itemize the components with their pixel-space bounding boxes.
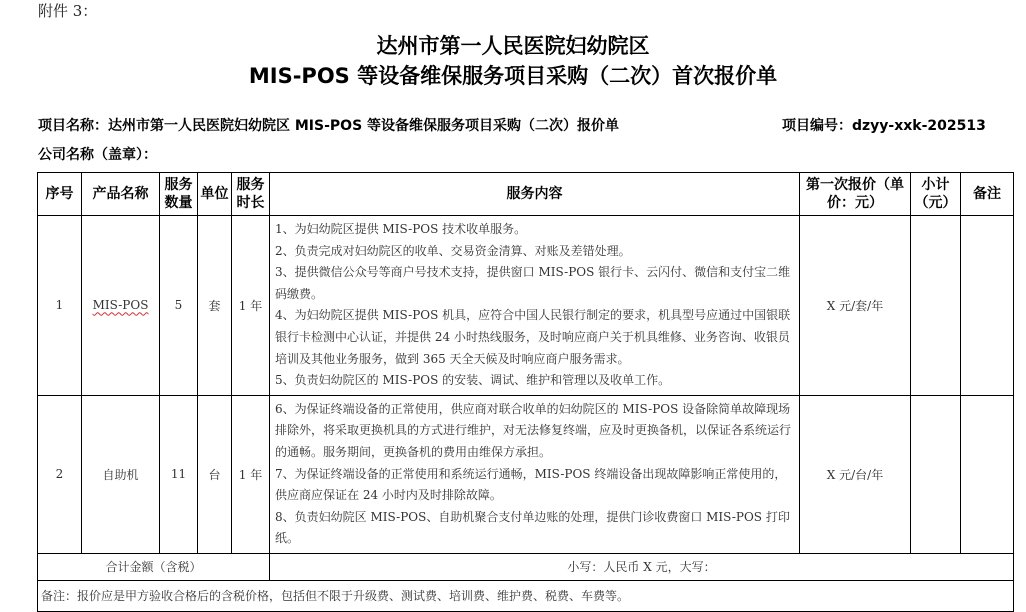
header-price: 第一次报价（单价：元） (800, 173, 911, 216)
note: 备注：报价应是甲方验收合格后的含税价格，包括但不限于升级费、测试费、培训费、维护费、税费、车费等。 (38, 580, 1014, 611)
row-price: X 元/台/年 (800, 395, 911, 553)
content-item: 3、提供微信公众号等商户号技术支持，提供窗口 MIS-POS 银行卡、云闪付、微信和支付宝二维码缴费。 (275, 265, 791, 301)
row-subtotal (911, 395, 961, 553)
header-remark: 备注 (961, 173, 1014, 216)
row-duration: 1 年 (232, 395, 270, 553)
row-qty: 5 (160, 216, 198, 396)
row-content (270, 395, 800, 553)
total-row (38, 553, 1014, 580)
total-value: 小写：人民币 X 元，大写： (270, 553, 1014, 580)
row-duration: 1 年 (232, 216, 270, 396)
row-price: X 元/套/年 (800, 216, 911, 396)
total-label: 合计金额（含税） (38, 553, 270, 580)
table-header-row (38, 173, 1014, 216)
header-qty: 服务数量 (160, 173, 198, 216)
project-code: 项目编号：dzyy-xxk-202513 (782, 118, 986, 134)
content-item: 2、负责完成对妇幼院区的收单、交易资金清算、对账及差错处理。 (275, 243, 631, 258)
header-content: 服务内容 (270, 173, 800, 216)
note-row (38, 580, 1014, 611)
row-unit: 台 (198, 395, 232, 553)
content-item: 8、负责妇幼院区 MIS-POS、自助机聚合支付单边账的处理，提供门诊收费窗口 MIS-POS 打印纸。 (275, 509, 790, 546)
header-unit: 单位 (198, 173, 232, 216)
content-item: 6、为保证终端设备的正常使用，供应商对联合收单的妇幼院区的 MIS-POS 设备除简单故障现场排除外，将采取更换机具的方式进行维护，对无法修复终端，应及时更换备机，以保证各系统运行的通畅。服务期间，更换备机的费用由维保方承担。 (275, 401, 792, 459)
content-item: 7、为保证终端设备的正常使用和系统运行通畅，MIS-POS 终端设备出现故障影响正常使用的，供应商应保证在 24 小时内及时排除故障。 (275, 466, 787, 503)
row-content (270, 216, 800, 396)
row-remark (961, 216, 1014, 396)
content-item: 1、为妇幼院区提供 MIS-POS 技术收单服务。 (275, 222, 527, 236)
company-name: 公司名称（盖章）： (38, 147, 157, 163)
row-product-text: MIS-POS (92, 298, 149, 313)
row-subtotal (911, 216, 961, 396)
project-name: 项目名称：达州市第一人民医院妇幼院区 MIS-POS 等设备维保服务项目采购（二次）报价单 (38, 118, 620, 134)
header-seq: 序号 (38, 173, 82, 216)
row-qty: 11 (160, 395, 198, 553)
header-duration: 服务时长 (232, 173, 270, 216)
row-remark (961, 395, 1014, 553)
content-item: 5、负责妇幼院区的 MIS-POS 的安装、调试、维护和管理以及收单工作。 (275, 373, 671, 388)
attachment-label: 附件 3： (38, 2, 98, 20)
row-seq: 2 (38, 395, 82, 553)
row-unit: 套 (198, 216, 232, 396)
table-row (38, 395, 1014, 553)
header-product: 产品名称 (82, 173, 160, 216)
header-subtotal: 小计（元） (911, 173, 961, 216)
row-product (82, 216, 160, 396)
content-item: 4、为妇幼院区提供 MIS-POS 机具，应符合中国人民银行制定的要求，机具型号应通过中国银联银行卡检测中心认证，并提供 24 小时热线服务，及时响应商户关于机具维修、业务咨询、收银员培训及其他业务服务，做到 365 天全天候及时响应商户服务需求。 (275, 308, 791, 366)
row-product: 自助机 (82, 395, 160, 553)
row-seq: 1 (38, 216, 82, 396)
document-title-line2: MIS-POS 等设备维保服务项目采购（二次）首次报价单 (248, 64, 778, 88)
document-title-line1: 达州市第一人民医院妇幼院区 (376, 34, 650, 58)
table-row (38, 216, 1014, 396)
quotation-table (37, 172, 1014, 612)
